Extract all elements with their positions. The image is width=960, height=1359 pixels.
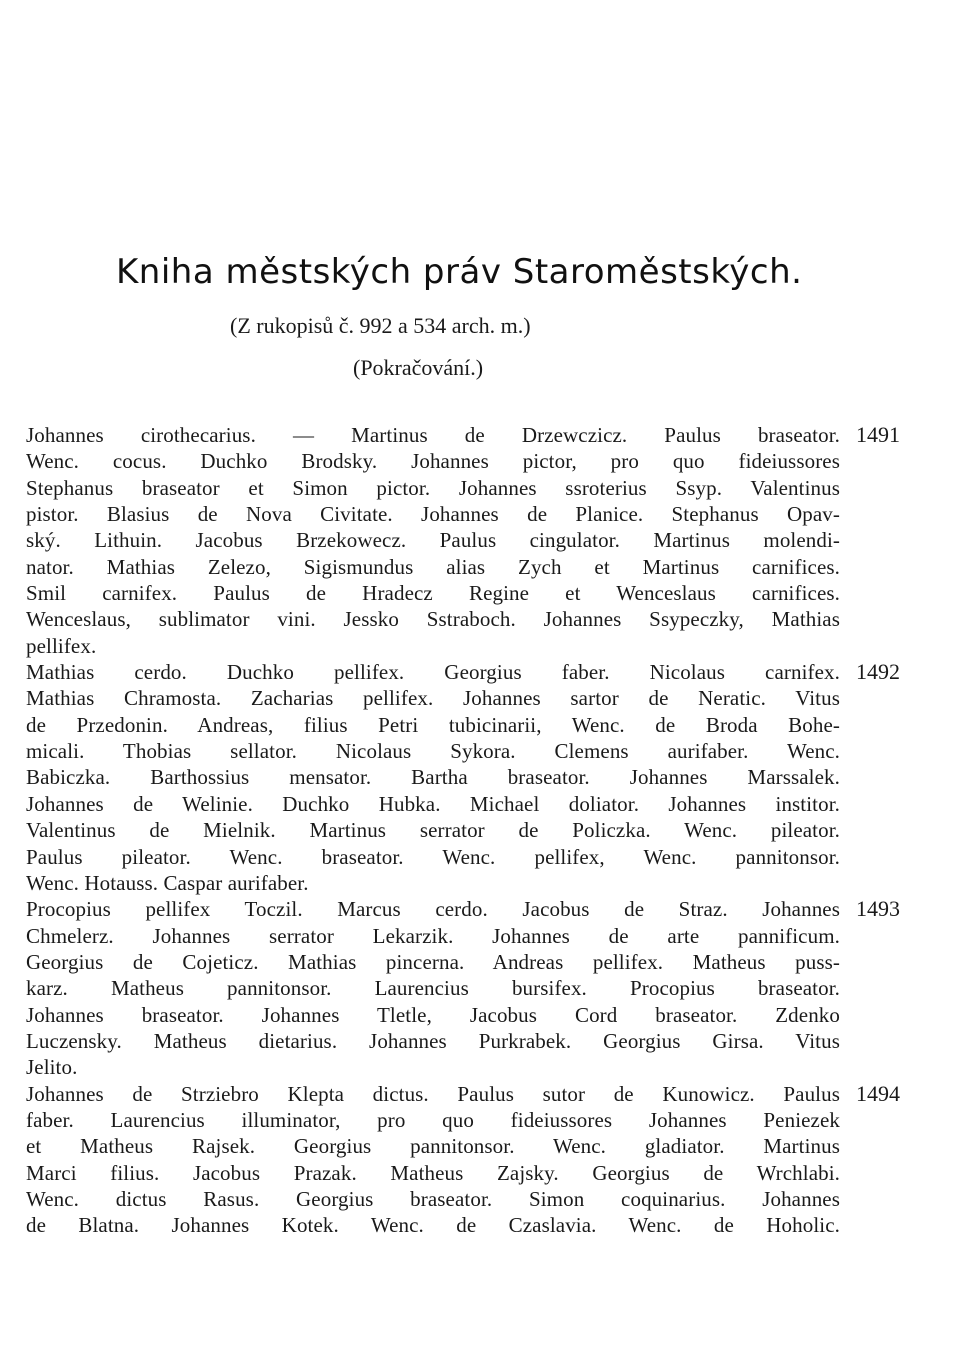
year-marker: 1492 — [856, 659, 900, 685]
text-line: pellifex. — [26, 633, 97, 658]
text-line: Paulus pileator. Wenc. braseator. Wenc. pellifex, Wenc. pannitonsor. — [26, 844, 840, 869]
text-line: et Matheus Rajsek. Georgius pannitonsor. Wenc. gladiator. Martinus — [26, 1134, 840, 1159]
year-marker: 1493 — [856, 896, 900, 922]
text-line: Smil carnifex. Paulus de Hradecz Regine et Wenceslaus carnifices. — [26, 581, 840, 606]
entry-block-1494 — [26, 1080, 900, 1239]
text-line: Marci filius. Jacobus Prazak. Matheus Zajsky. Georgius de Wrchlabi. — [26, 1160, 840, 1185]
continuation-note: (Pokračování.) — [353, 355, 484, 380]
text-line: micali. Thobias sellator. Nicolaus Sykora. Clemens aurifaber. Wenc. — [26, 739, 840, 764]
text-line: Johannes de Strziebro Klepta dictus. Paulus sutor de Kunowicz. Paulus — [26, 1081, 840, 1106]
text-line: Procopius pellifex Toczil. Marcus cerdo. Jacobus de Straz. Johannes — [26, 897, 840, 922]
text-line: nator. Mathias Zelezo, Sigismundus alias Zych et Martinus carnifices. — [26, 554, 840, 579]
year-marker: 1491 — [856, 422, 900, 447]
text-line: faber. Laurencius illuminator, pro quo fideiussores Johannes Peniezek — [26, 1107, 840, 1132]
text-line: karz. Matheus pannitonsor. Laurencius bursifex. Procopius braseator. — [26, 976, 840, 1001]
text-line: pistor. Blasius de Nova Civitate. Johannes de Planice. Stephanus Opav- — [26, 502, 840, 527]
text-line: Wenc. Hotauss. Caspar aurifaber. — [26, 870, 309, 895]
text-line: de Blatna. Johannes Kotek. Wenc. de Czaslavia. Wenc. de Hoholic. — [26, 1213, 840, 1238]
entry-block-1493 — [26, 896, 900, 1080]
text-line: de Przedonin. Andreas, filius Petri tubicinarii, Wenc. de Broda Bohe- — [26, 712, 840, 737]
text-line: Wenc. cocus. Duchko Brodsky. Johannes pictor, pro quo fideiussores — [26, 449, 840, 474]
text-line: Johannes de Welinie. Duchko Hubka. Michael doliator. Johannes institor. — [26, 791, 840, 816]
page-title: Kniha městských práv Staroměstských. — [116, 252, 803, 292]
text-line: Mathias Chramosta. Zacharias pellifex. Johannes sartor de Neratic. Vitus — [26, 686, 840, 711]
manuscript-source: (Z rukopisů č. 992 a 534 arch. m.) — [230, 313, 531, 338]
text-line: Johannes braseator. Johannes Tletle, Jacobus Cord braseator. Zdenko — [26, 1002, 840, 1027]
register-entries — [26, 422, 900, 1239]
text-line: Jelito. — [26, 1055, 78, 1080]
text-line: ský. Lithuin. Jacobus Brzekowecz. Paulus cingulator. Martinus molendi- — [26, 528, 840, 553]
entry-block-1492 — [26, 659, 900, 896]
text-line: Valentinus de Mielnik. Martinus serrator de Policzka. Wenc. pileator. — [26, 818, 840, 843]
text-line: Stephanus braseator et Simon pictor. Johannes ssroterius Ssyp. Valentinus — [26, 475, 840, 500]
text-line: Mathias cerdo. Duchko pellifex. Georgius faber. Nicolaus carnifex. — [26, 660, 840, 685]
text-line: Babiczka. Barthossius mensator. Bartha braseator. Johannes Marssalek. — [26, 765, 840, 790]
text-line: Wenceslaus, sublimator vini. Jessko Sstraboch. Johannes Ssypeczky, Mathias — [26, 607, 840, 632]
entry-block-1491 — [26, 422, 900, 659]
text-line: Johannes cirothecarius. — Martinus de Drzewczicz. Paulus braseator. — [26, 423, 840, 447]
text-line: Luczensky. Matheus dietarius. Johannes Purkrabek. Georgius Girsa. Vitus — [26, 1028, 840, 1053]
text-line: Wenc. dictus Rasus. Georgius braseator. Simon coquinarius. Johannes — [26, 1186, 840, 1211]
text-line: Georgius de Cojeticz. Mathias pincerna. Andreas pellifex. Matheus puss- — [26, 949, 840, 974]
text-line: Chmelerz. Johannes serrator Lekarzik. Johannes de arte pannificum. — [26, 923, 840, 948]
year-marker: 1494 — [856, 1080, 900, 1106]
